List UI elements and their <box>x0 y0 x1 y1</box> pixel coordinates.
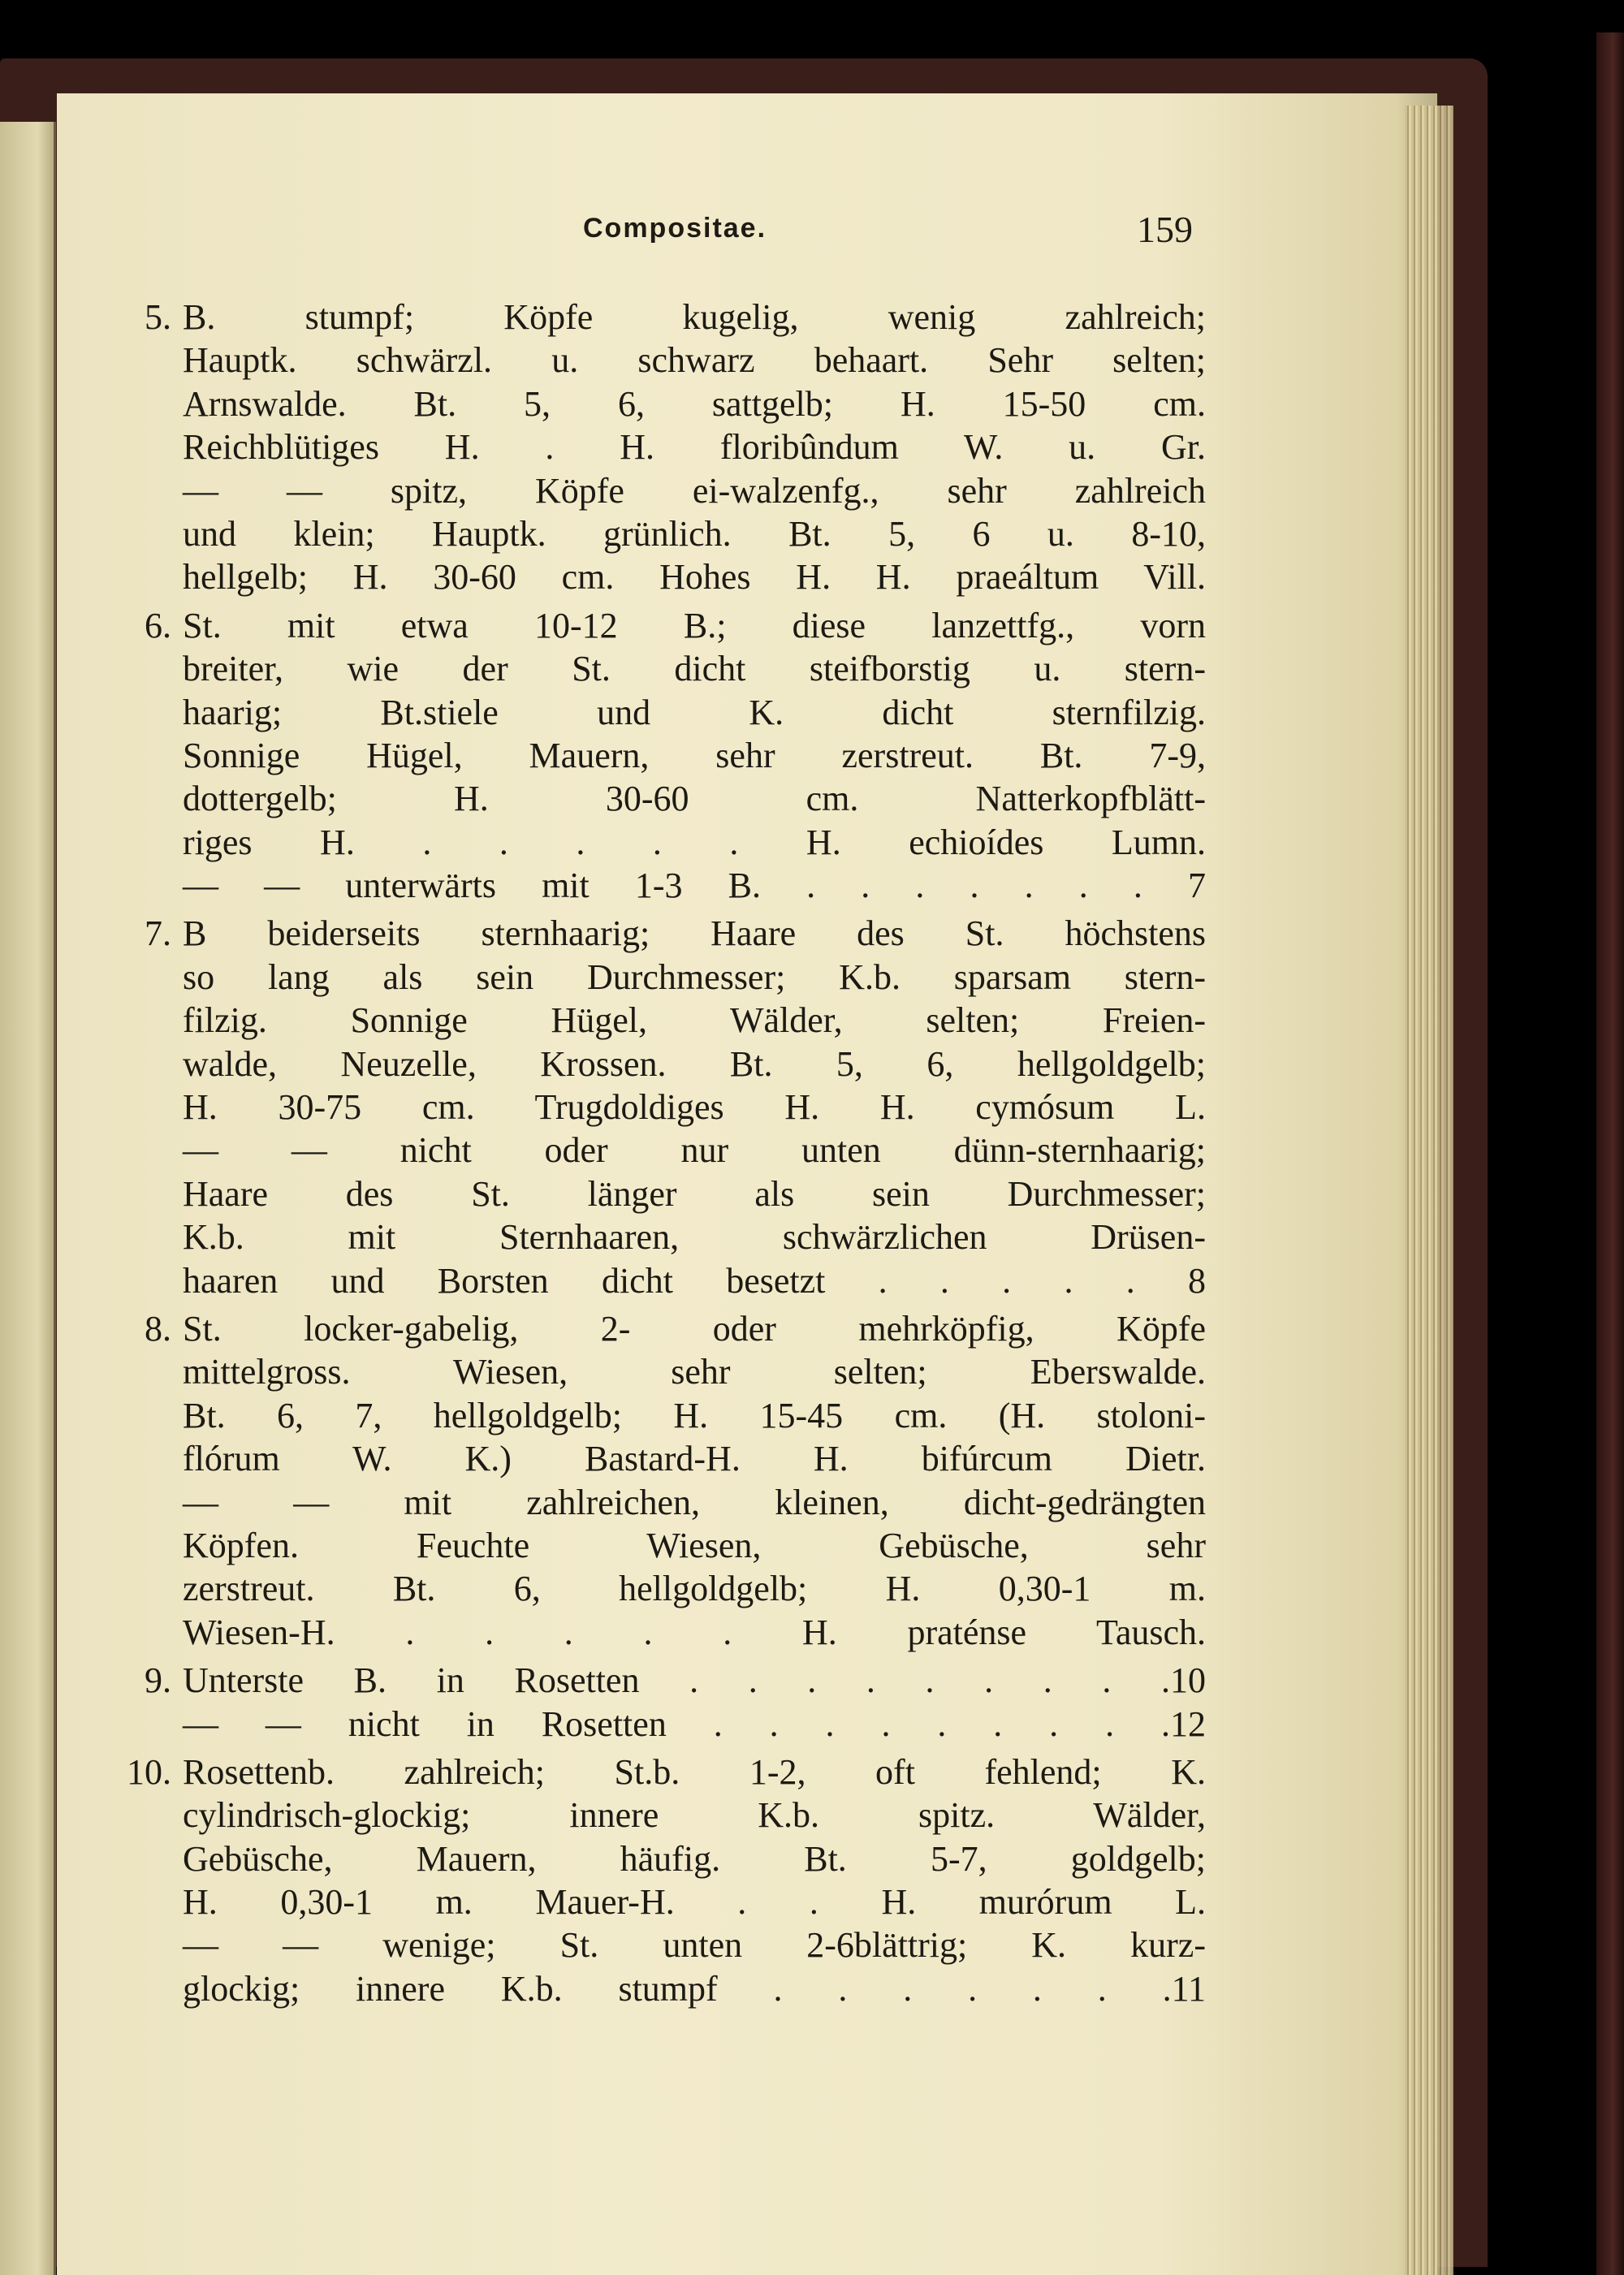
line-text: B. stumpf; Köpfe kugelig, wenig zahlreich; <box>183 297 1206 337</box>
line-text: — — nicht in Rosetten . . . . . . . . .12 <box>183 1703 1206 1744</box>
text-line <box>145 296 1206 339</box>
book-cover-edge <box>1596 32 1624 2275</box>
line-text: Gebüsche, Mauern, häufig. Bt. 5-7, goldgelb; <box>183 1838 1206 1879</box>
text-line <box>183 1086 1206 1129</box>
line-text: zerstreut. Bt. 6, hellgoldgelb; H. 0,30-1 m. <box>183 1569 1206 1609</box>
text-line <box>183 821 1206 864</box>
text-line <box>183 1967 1206 2010</box>
text-line <box>183 425 1206 468</box>
line-text: riges H. . . . . . H. echioídes Lumn. <box>183 822 1206 862</box>
text-line <box>183 1611 1206 1654</box>
text-line <box>183 1172 1206 1215</box>
line-text: Unterste B. in Rosetten . . . . . . . . .10 <box>183 1660 1206 1701</box>
entry-number: 9. <box>145 1660 171 1701</box>
text-line <box>183 1703 1206 1746</box>
text-line <box>183 1567 1206 1610</box>
text-line <box>183 1837 1206 1880</box>
text-line <box>183 1437 1206 1480</box>
line-text: haarig; Bt.stiele und K. dicht sternfilzig. <box>183 692 1206 732</box>
entry-number: 6. <box>145 605 171 645</box>
text-line <box>145 1659 1206 1702</box>
text-line <box>183 1794 1206 1837</box>
line-text: Bt. 6, 7, hellgoldgelb; H. 15-45 cm. (H. stoloni- <box>183 1395 1206 1435</box>
line-text: — — spitz, Köpfe ei-walzenfg., sehr zahlreich <box>183 470 1206 511</box>
line-text: Hauptk. schwärzl. u. schwarz behaart. Sehr selten; <box>183 340 1206 381</box>
line-text: cylindrisch-glockig; innere K.b. spitz. Wälder, <box>183 1795 1206 1836</box>
line-text: H. 30-75 cm. Trugdoldiges H. H. cymósum L. <box>183 1087 1206 1128</box>
text-line <box>183 1394 1206 1437</box>
text-line <box>183 777 1206 820</box>
text-line <box>183 1259 1206 1302</box>
text-line <box>183 469 1206 512</box>
line-text: — — wenige; St. unten 2-6blättrig; K. kurz- <box>183 1925 1206 1966</box>
line-text: Arnswalde. Bt. 5, 6, sattgelb; H. 15-50 cm. <box>183 383 1206 424</box>
text-line <box>183 512 1206 555</box>
line-text: K.b. mit Sternhaaren, schwärzlichen Drüsen- <box>183 1217 1206 1258</box>
text-line <box>183 339 1206 382</box>
line-text: Köpfen. Feuchte Wiesen, Gebüsche, sehr <box>183 1525 1206 1565</box>
line-text: St. mit etwa 10-12 B.; diese lanzettfg., vorn <box>183 605 1206 645</box>
line-text: — — nicht oder nur unten dünn-sternhaarig; <box>183 1130 1206 1171</box>
text-line <box>145 1307 1206 1350</box>
line-text: Wiesen-H. . . . . . H. praténse Tausch. <box>183 1612 1206 1652</box>
text-line <box>145 604 1206 647</box>
text-line <box>183 1350 1206 1393</box>
line-text: hellgelb; H. 30-60 cm. Hohes H. H. praeáltum Vill. <box>183 557 1206 598</box>
line-text: so lang als sein Durchmesser; K.b. sparsam stern- <box>183 956 1206 997</box>
line-text: — — unterwärts mit 1-3 B. . . . . . . . 7 <box>183 866 1206 906</box>
entry-number: 8. <box>145 1308 171 1349</box>
line-text: Reichblütiges H. . H. floribûndum W. u. Gr. <box>183 427 1206 468</box>
text-line <box>183 1481 1206 1524</box>
page-number: 159 <box>1137 209 1193 250</box>
line-text: St. locker-gabelig, 2- oder mehrköpfig, Köpfe <box>183 1308 1206 1349</box>
line-text: mittelgross. Wiesen, sehr selten; Eberswalde. <box>183 1352 1206 1392</box>
text-line <box>145 912 1206 955</box>
line-text: und klein; Hauptk. grünlich. Bt. 5, 6 u. 8-10, <box>183 513 1206 554</box>
text-line <box>183 999 1206 1042</box>
page-edges <box>1405 106 1453 2275</box>
text-line <box>183 1129 1206 1172</box>
line-text: haaren und Borsten dicht besetzt . . . . . 8 <box>183 1260 1206 1301</box>
text-line <box>183 1880 1206 1923</box>
text-line <box>183 1923 1206 1966</box>
text-line <box>183 1215 1206 1258</box>
line-text: breiter, wie der St. dicht steifborstig u. stern- <box>183 649 1206 689</box>
text-line <box>183 647 1206 690</box>
line-text: Sonnige Hügel, Mauern, sehr zerstreut. Bt. 7-9, <box>183 735 1206 775</box>
line-text: B beiderseits sternhaarig; Haare des St. höchstens <box>183 913 1206 954</box>
running-head: Compositae. <box>583 213 767 244</box>
line-text: filzig. Sonnige Hügel, Wälder, selten; Freien- <box>183 1000 1206 1041</box>
text-line <box>183 382 1206 425</box>
line-text: dottergelb; H. 30-60 cm. Natterkopfblätt- <box>183 779 1206 819</box>
text-line <box>127 1750 1206 1794</box>
line-text: walde, Neuzelle, Krossen. Bt. 5, 6, hellgoldgelb; <box>183 1043 1206 1084</box>
text-line <box>183 1524 1206 1567</box>
entry-number: 7. <box>145 913 171 954</box>
text-line <box>183 734 1206 777</box>
line-text: Haare des St. länger als sein Durchmesser; <box>183 1173 1206 1214</box>
line-text: — — mit zahlreichen, kleinen, dicht-gedrängten <box>183 1482 1206 1522</box>
text-line <box>183 864 1206 907</box>
facing-page-edge <box>0 122 56 2275</box>
text-line <box>183 555 1206 598</box>
entry-number: 5. <box>145 297 171 337</box>
key-entries <box>127 296 1206 2010</box>
line-text: H. 0,30-1 m. Mauer-H. . . H. murórum L. <box>183 1882 1206 1923</box>
text-line <box>183 1043 1206 1086</box>
line-text: glockig; innere K.b. stumpf . . . . . . .11 <box>183 1968 1206 2009</box>
entry-number: 10. <box>127 1751 171 1792</box>
line-text: flórum W. K.) Bastard-H. H. bifúrcum Dietr. <box>183 1439 1206 1479</box>
text-line <box>183 956 1206 999</box>
text-line <box>183 691 1206 734</box>
line-text: Rosettenb. zahlreich; St.b. 1-2, oft fehlend; K. <box>183 1751 1206 1792</box>
